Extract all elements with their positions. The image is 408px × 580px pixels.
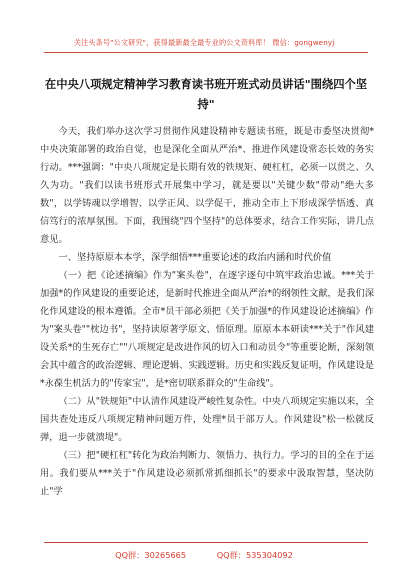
document-body [40,123,374,501]
paragraph-intro: 今天，我们举办这次学习贯彻作风建设精神专题读书班，既是市委坚决贯彻*中央决策部署的政治自觉，也是深化全面从严治*、推进作风建设常态长效的务实行动。***强调："中央八项规定是长期有效的铁规矩、硬杠杠，必须一以贯之、久久为功。"我们以读书班形式开展集中学习，就是要以"关键少数"带动"绝大多数"，以学铸魂以学增智、以学正风、以学促干，推动全市上下形成深学悟透、真信笃行的浓厚氛围。下面，我围绕"四个坚持"的总体要求，结合工作实际，讲几点意见。 [40,126,374,245]
footer-qq-group-2: QQ群：535304092 [216,550,293,560]
paragraph-1-2: （二）从"铁规矩"中认清作风建设严峻性复杂性。中央八项规定实施以来，全国共查处违反八项规定精神问题万件，处理*员干部万人。作风建设"松一松就反弹，退一步就溃堤"。 [40,396,374,443]
footer-divider [44,542,368,543]
header-divider [44,52,368,53]
document-title: 在中央八项规定精神学习教育读书班开班式动员讲话"围绕四个坚持" [44,77,368,111]
header-banner: 关注头条号"公文研究"，获得最新最全最专业的公文资料库！ 微信：gongwenyj [73,38,335,47]
footer [0,550,408,561]
paragraph-1-1: （一）把《论述摘编》作为"案头卷"，在逐字逐句中筑牢政治忠诚。***关于加强*的作风建设的重要论述，是新时代推进全面从严治*的纲领性文献，是我们深化作风建设的根本遵循。全市*员干部必须把《关于加强*的作风建设论述摘编》作为"案头卷""枕边书"，坚持读原著学原文、悟原理。原原本本研读***关于"作风建设关系*的生死存亡""八项规定是改进作风的切入口和动员令"等重要论断，深刻领会其中蕴含的政治逻辑、理论逻辑、实践逻辑。历史和实践反复证明，作风建设是*永葆生机活力的"传家宝"，是*密切联系群众的"生命线"。 [40,270,374,389]
footer-qq-group-1: QQ群：30265665 [115,550,187,560]
section-heading-1: 一、坚持原原本本学，深学细悟***重要论述的政治内涵和时代价值 [58,252,332,263]
paragraph-1-3: （三）把"硬杠杠"转化为政治判断力、领悟力、执行力。学习的目的全在于运用。我们要从***关于"作风建设必须抓常抓细抓长"的要求中汲取智慧，坚决防止"学 [40,450,374,497]
